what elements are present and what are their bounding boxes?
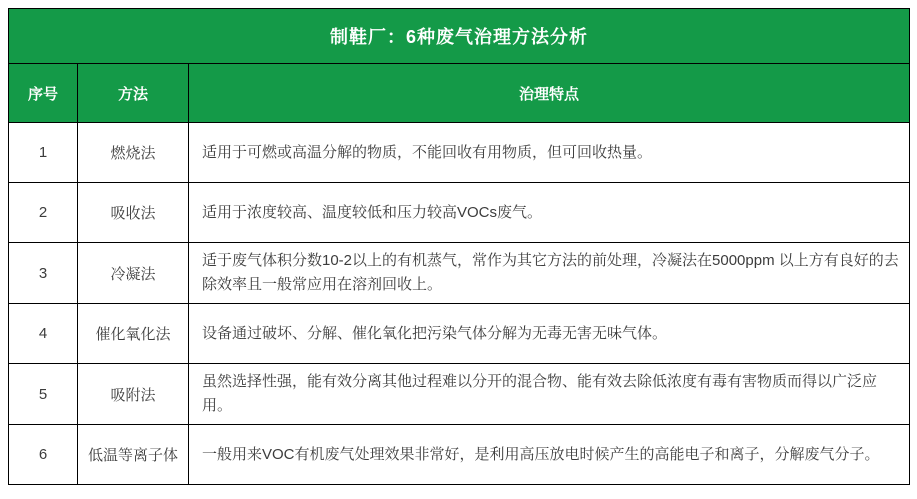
table-row [9, 183, 910, 243]
header-row [9, 64, 910, 123]
table-row [9, 123, 910, 183]
table-row [9, 425, 910, 485]
page-title: 制鞋厂：6种废气治理方法分析 [9, 9, 910, 64]
method-name: 吸收法 [78, 183, 189, 243]
table-row [9, 243, 910, 304]
method-name: 燃烧法 [78, 123, 189, 183]
method-name: 低温等离子体 [78, 425, 189, 485]
column-header-method: 方法 [78, 64, 189, 123]
row-number: 4 [9, 304, 78, 364]
row-number: 3 [9, 243, 78, 304]
table-row [9, 304, 910, 364]
feature-text: 一般用来VOC有机废气处理效果非常好，是利用高压放电时候产生的高能电子和离子，分解废气分子。 [189, 425, 910, 485]
column-header-index: 序号 [9, 64, 78, 123]
row-number: 6 [9, 425, 78, 485]
feature-text: 适于废气体积分数10-2以上的有机蒸气，常作为其它方法的前处理，冷凝法在5000ppm 以上方有良好的去除效率且一般常应用在溶剂回收上。 [189, 243, 910, 304]
feature-text: 适用于可燃或高温分解的物质，不能回收有用物质，但可回收热量。 [189, 123, 910, 183]
method-name: 冷凝法 [78, 243, 189, 304]
feature-text: 适用于浓度较高、温度较低和压力较高VOCs废气。 [189, 183, 910, 243]
feature-text: 设备通过破坏、分解、催化氧化把污染气体分解为无毒无害无味气体。 [189, 304, 910, 364]
column-header-feature: 治理特点 [189, 64, 910, 123]
table-row [9, 364, 910, 425]
title-row [9, 9, 910, 64]
method-name: 催化氧化法 [78, 304, 189, 364]
row-number: 2 [9, 183, 78, 243]
row-number: 5 [9, 364, 78, 425]
method-name: 吸附法 [78, 364, 189, 425]
feature-text: 虽然选择性强，能有效分离其他过程难以分开的混合物、能有效去除低浓度有毒有害物质而得以广泛应用。 [189, 364, 910, 425]
data-table [8, 8, 910, 485]
row-number: 1 [9, 123, 78, 183]
treatment-methods-table [8, 8, 910, 485]
